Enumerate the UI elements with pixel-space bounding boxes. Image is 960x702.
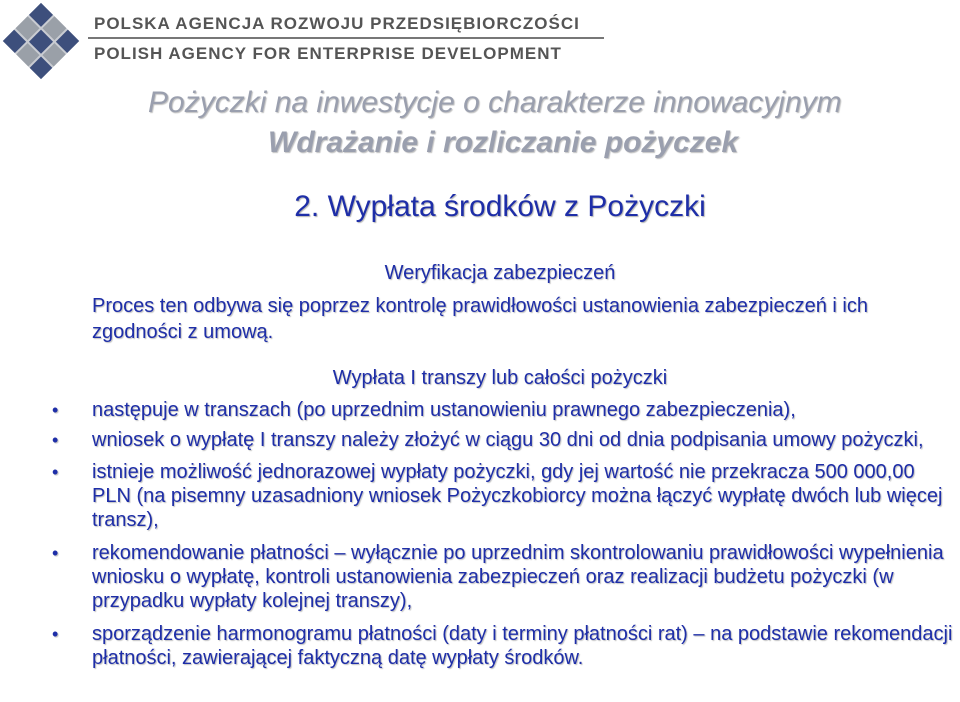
agency-name-english: POLISH AGENCY FOR ENTERPRISE DEVELOPMENT	[94, 44, 562, 63]
section-title: 2. Wypłata środków z Pożyczki	[294, 190, 706, 223]
list-item: • wniosek o wypłatę I transzy należy złożyć w ciągu 30 dni od dnia podpisania umowy pożyczki,	[52, 429, 924, 451]
payout-bullet-list	[0, 398, 960, 670]
presentation-subtitle: Wdrażanie i rozliczanie pożyczek	[268, 126, 739, 159]
verification-heading: Weryfikacja zabezpieczeń	[384, 262, 616, 284]
presentation-title: Pożyczki na inwestycje o charakterze innowacyjnym	[148, 86, 842, 119]
list-item: • sporządzenie harmonogramu płatności (daty i terminy płatności rat) – na podstawie rekomendacji płatności, zawierającej faktyczną datę wypłaty środków.	[52, 623, 953, 669]
bullet-icon: •	[52, 430, 59, 450]
bullet-icon: •	[52, 400, 59, 420]
bullet-icon: •	[52, 624, 59, 644]
agency-name-polish: POLSKA AGENCJA ROZWOJU PRZEDSIĘBIORCZOŚCI	[94, 14, 580, 33]
bullet-icon: •	[52, 543, 59, 563]
bullet-icon: •	[52, 462, 59, 482]
list-item: • istnieje możliwość jednorazowej wypłaty pożyczki, gdy jej wartość nie przekracza 500 000,00 PLN (na pisemny uzasadniony wniosek Pożyczkobiorcy można łączyć wypłatę dwóch lub więcej transz),	[52, 461, 943, 531]
list-item: • rekomendowanie płatności – wyłącznie po uprzednim skontrolowaniu prawidłowości wypełnienia wniosku o wypłatę, kontroli ustanowienia zabezpieczeń oraz realizacji budżetu pożyczki (w przypadku wypłaty kolejnej transzy),	[52, 542, 944, 612]
parp-logo	[0, 0, 82, 82]
list-item: • następuje w transzach (po uprzednim ustanowieniu prawnego zabezpieczenia),	[52, 399, 796, 421]
header-divider	[88, 37, 604, 39]
verification-text: Proces ten odbywa się poprzez kontrolę prawidłowości ustanowienia zabezpieczeń i ich zgodności z umową.	[92, 295, 868, 343]
payout-heading: Wypłata I transzy lub całości pożyczki	[332, 367, 668, 389]
